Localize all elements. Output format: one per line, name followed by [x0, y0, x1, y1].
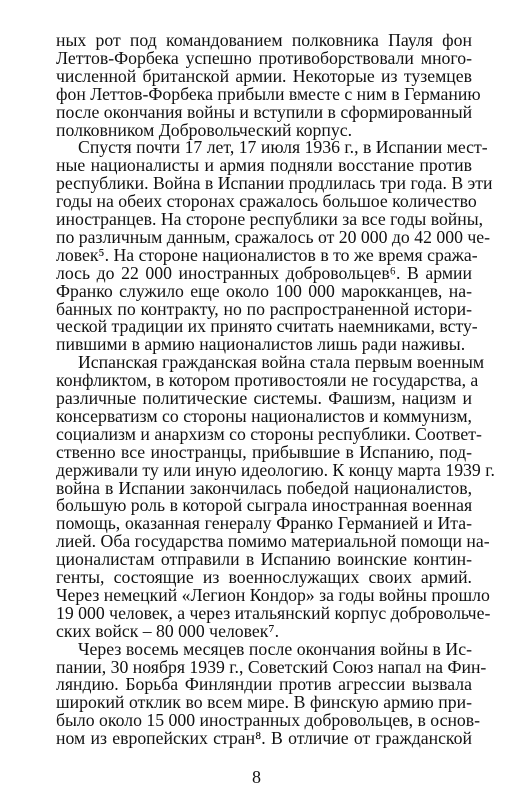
- text-line: различные политические системы. Фашизм, нацизм и: [56, 388, 472, 408]
- text-line: полковником Добровольческий корпус.: [56, 119, 352, 140]
- text-line: конфликтом, в котором противостояли не государства, а: [56, 370, 479, 391]
- text-line: широкий отклик во всем мире. В финскую армию при-: [56, 692, 472, 713]
- text-line: годы на обеих сторонах сражалось большое количество: [56, 191, 477, 212]
- text-line: генты, состоящие из военнослужащих своих армий.: [56, 567, 472, 587]
- text-line: Франко служило еще около 100 000 марокканцев, на-: [56, 280, 472, 301]
- text-line: после окончания войны и вступили в сформированный: [56, 101, 473, 122]
- text-line: Леттов-Форбека успешно противоборствовали много-: [56, 47, 472, 68]
- page-number: 8: [252, 767, 261, 787]
- text-line: пившими в армию националистов лишь ради наживы.: [56, 334, 466, 355]
- text-line: держивали ту или иную идеологию. К концу марта 1939 г.: [56, 459, 495, 480]
- text-line: война в Испании закончилась победой националистов,: [56, 477, 472, 498]
- paragraph-first-line: Через восемь месяцев после окончания войны в Ис-: [78, 638, 472, 659]
- text-line: было около 15 000 иностранных добровольцев, в основ-: [56, 710, 481, 731]
- text-line: банных по контракту, но по распространенной истори-: [56, 298, 472, 319]
- text-line: ном из европейских стран⁸. В отличие от гражданской: [56, 728, 472, 749]
- text-line: большую роль в которой сыграла иностранная военная: [56, 495, 473, 516]
- paragraph-first-line: Спустя почти 17 лет, 17 июля 1936 г., в Испании мест-: [78, 137, 488, 158]
- text-line: лось до 22 000 иностранных добровольцев⁶. В армии: [56, 262, 472, 283]
- text-line: численной британской армии. Некоторые из туземцев: [56, 65, 472, 86]
- text-line: ных рот под командованием полковника Пауля фон: [56, 30, 472, 50]
- text-line: республики. Война в Испании продлилась три года. В эти: [56, 173, 493, 194]
- text-line: помощь, оказанная генералу Франко Германией и Ита-: [56, 513, 472, 534]
- text-line: социализм и анархизм со стороны республики. Соответ-: [56, 423, 482, 444]
- text-line: консерватизм со стороны националистов и коммунизм,: [56, 405, 472, 426]
- paragraph-first-line: Испанская гражданская война стала первым военным: [78, 352, 485, 373]
- text-line: ловек⁵. На стороне националистов в то же время сража-: [56, 244, 478, 265]
- text-line: ских войск – 80 000 человек⁷.: [56, 620, 279, 641]
- text-line: ственно все иностранцы, прибывшие в Испанию, под-: [56, 441, 472, 462]
- text-line: пании, 30 ноября 1939 г., Советский Союз напал на Фин-: [56, 656, 487, 677]
- text-line: ные националисты и армия подняли восстание против: [56, 155, 472, 176]
- text-line: фон Леттов-Форбека прибыли вместе с ним в Германию: [56, 83, 481, 104]
- text-line: иностранцев. На стороне республики за все годы войны,: [56, 209, 484, 229]
- text-line: ляндию. Борьба Финляндии против агрессии вызвала: [56, 674, 472, 695]
- text-line: ционалистам отправили в Испанию воинские контин-: [56, 549, 472, 570]
- text-line: 19 000 человек, а через итальянский корпус добровольче-: [56, 602, 491, 623]
- text-line: по различным данным, сражалось от 20 000 до 42 000 че-: [56, 226, 491, 247]
- text-line: Через немецкий «Легион Кондор» за годы войны прошло: [56, 584, 490, 605]
- text-line: лией. Оба государства помимо материальной помощи на-: [56, 531, 490, 552]
- text-line: ческой традиции их принято считать наемниками, всту-: [56, 316, 478, 337]
